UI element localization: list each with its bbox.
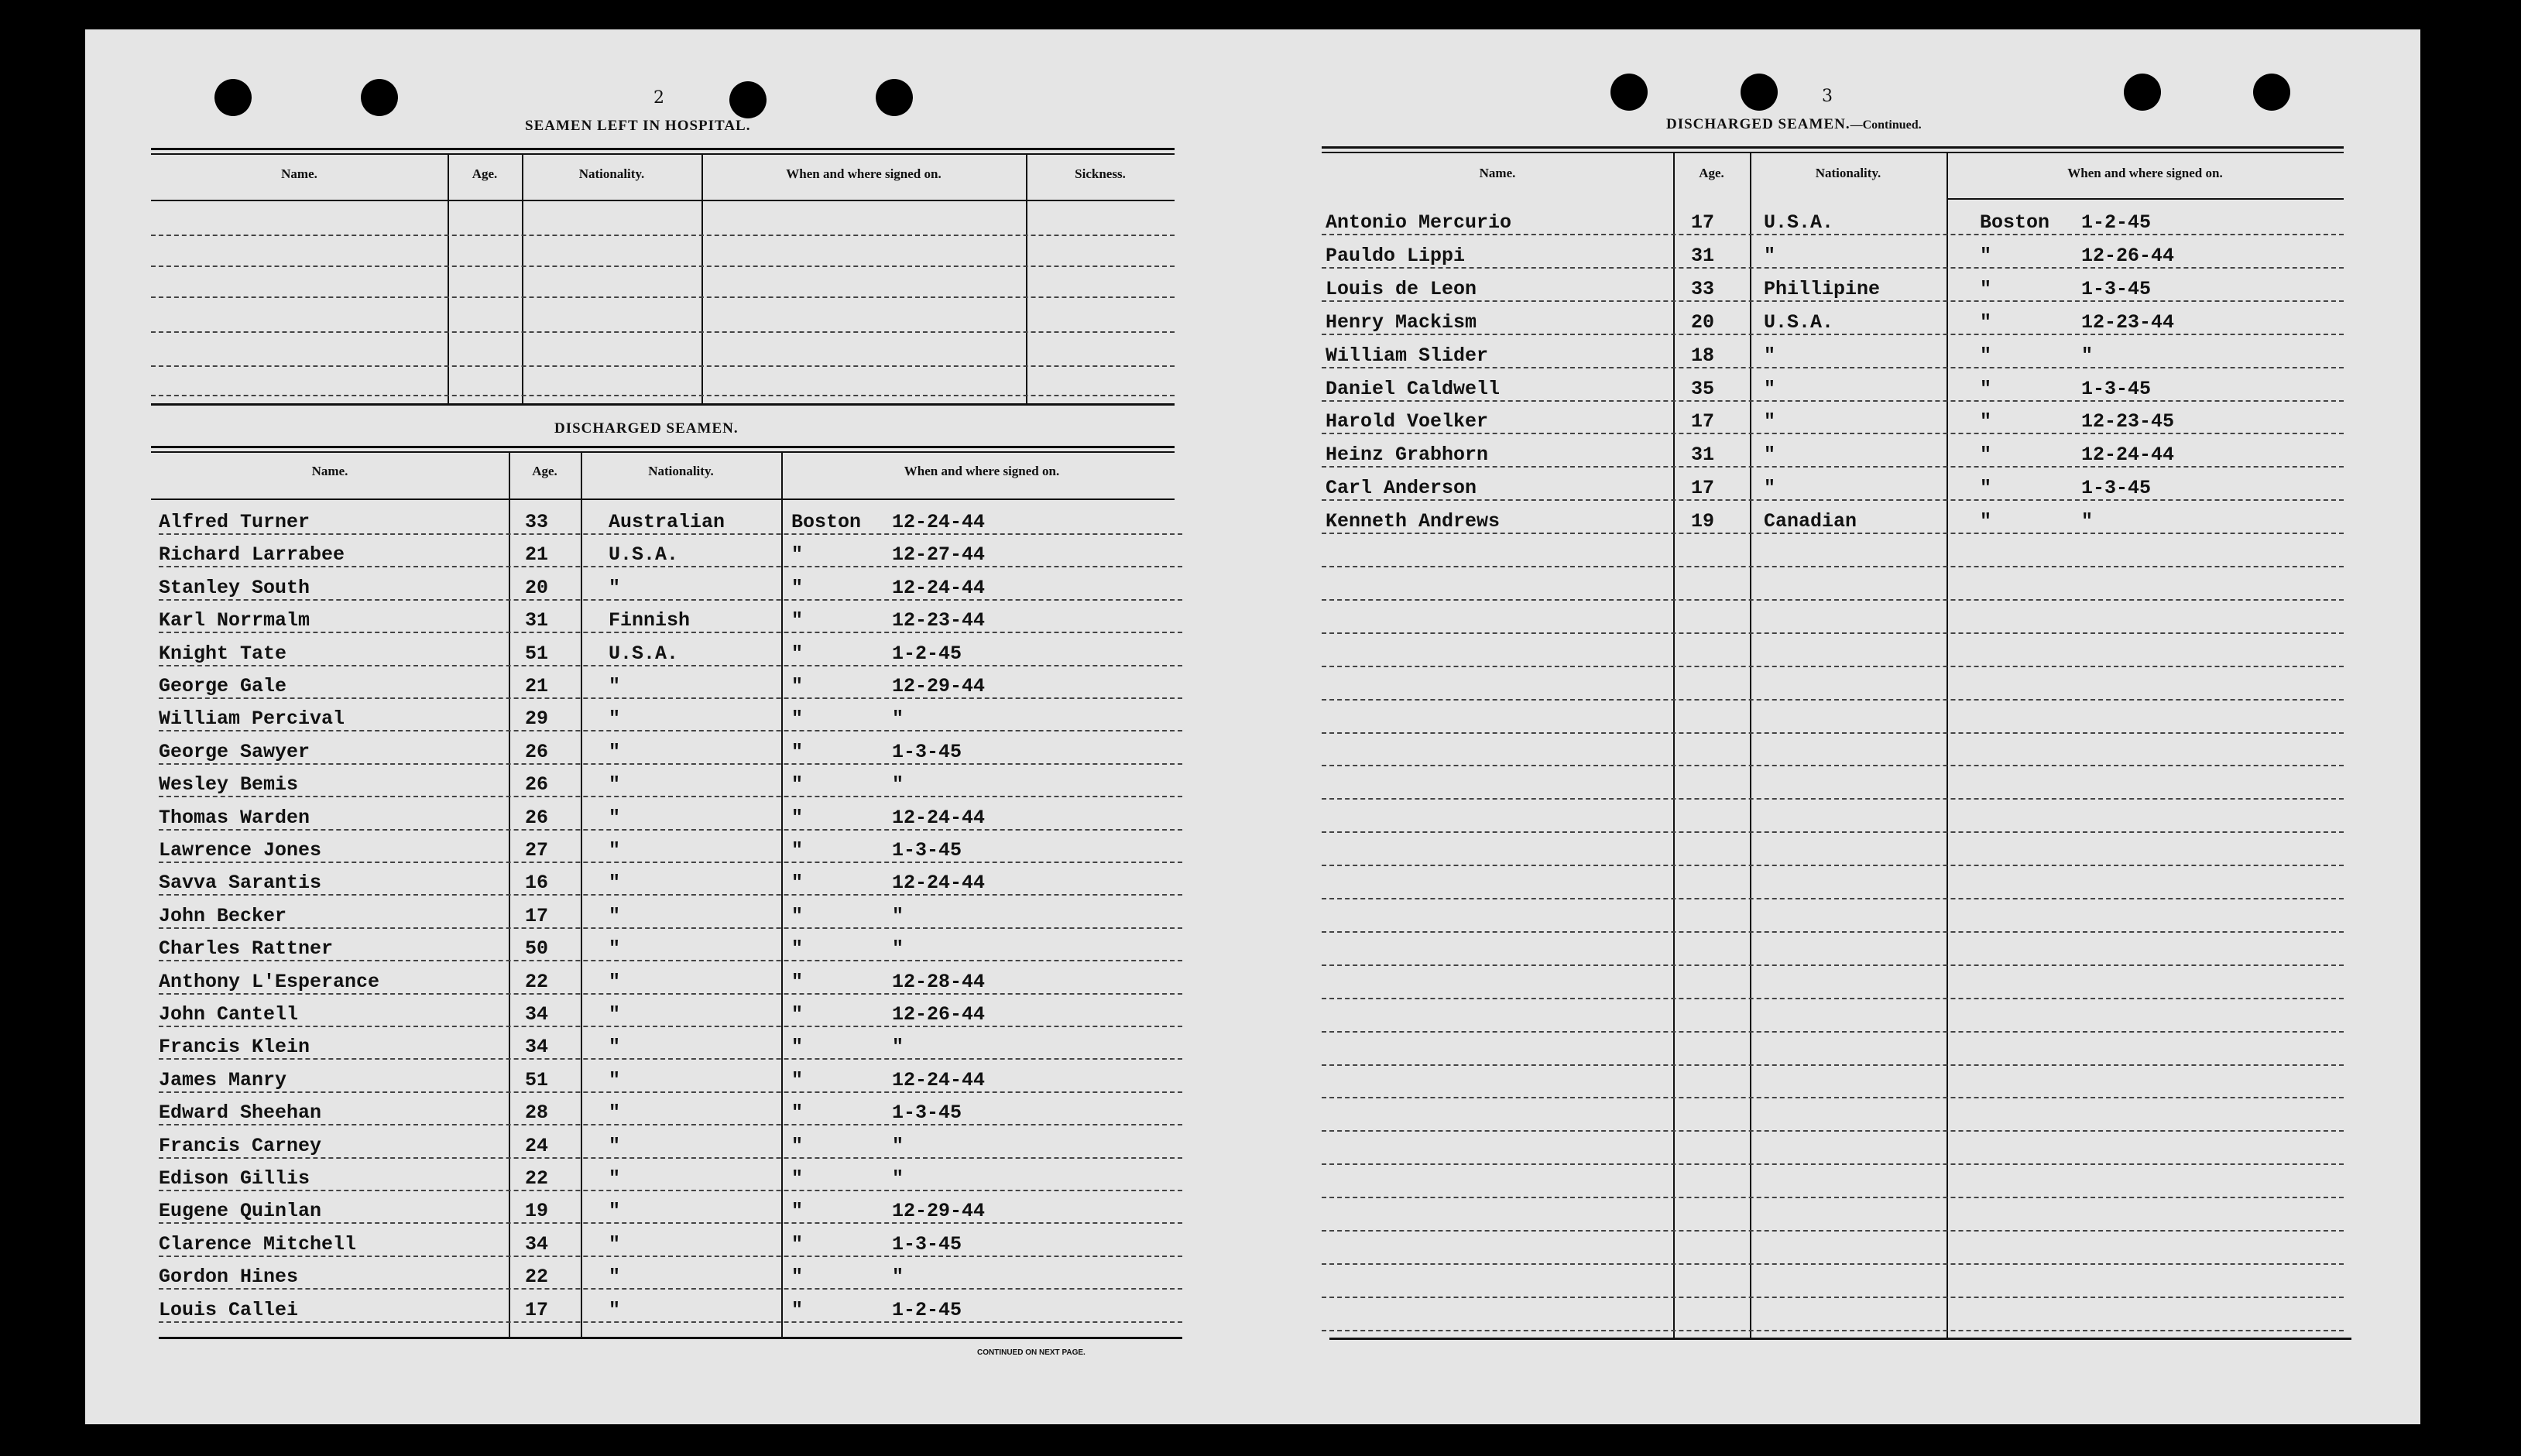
seaman-name: Heinz Grabhorn (1326, 444, 1489, 467)
signed-on-date: 1-3-45 (892, 1101, 962, 1125)
ruled-line (159, 993, 1182, 995)
seaman-name: John Cantell (159, 1003, 299, 1026)
ruled-line (159, 1222, 1182, 1224)
seaman-nationality: " (609, 1167, 621, 1190)
continued-note: CONTINUED ON NEXT PAGE. (977, 1348, 1086, 1357)
ruled-line (1322, 1130, 2344, 1132)
seaman-nationality: " (609, 970, 621, 993)
ruled-line (1322, 1097, 2344, 1098)
seaman-nationality: " (1764, 477, 1776, 500)
seaman-name: Daniel Caldwell (1326, 377, 1501, 400)
seaman-name: Wesley Bemis (159, 773, 299, 797)
ruled-line (159, 1124, 1182, 1125)
seaman-age: 31 (525, 609, 549, 632)
signed-on-date: 1-3-45 (2081, 477, 2152, 500)
signed-on-place: " (791, 904, 804, 927)
seaman-name: Francis Carney (159, 1134, 322, 1157)
seaman-age: 17 (1691, 410, 1715, 433)
seaman-age: 21 (525, 543, 549, 567)
seaman-nationality: " (1764, 444, 1776, 467)
ruled-line (1322, 433, 2344, 434)
signed-on-place: " (1980, 277, 1992, 300)
seaman-age: 31 (1691, 444, 1715, 467)
seaman-nationality: " (609, 806, 621, 829)
seaman-age: 51 (525, 642, 549, 665)
discharged-header-name: Name. (311, 464, 348, 478)
seaman-name: Edison Gillis (159, 1167, 310, 1190)
ruled-line (1322, 1330, 2344, 1331)
seaman-nationality: " (1764, 244, 1776, 267)
ruled-line (1322, 533, 2344, 534)
signed-on-date: 12-29-44 (892, 675, 986, 697)
seaman-nationality: " (609, 576, 621, 599)
hospital-header-nationality: Nationality. (578, 166, 645, 181)
ruled-line (1322, 1163, 2344, 1165)
seaman-age: 22 (525, 970, 549, 993)
seaman-age: 26 (525, 740, 549, 763)
continued-header-nationality: Nationality. (1815, 166, 1881, 180)
seaman-name: John Becker (159, 904, 287, 927)
seaman-nationality: " (609, 1003, 621, 1026)
ruled-line (1322, 865, 2344, 866)
signed-on-place: " (791, 543, 804, 567)
signed-on-date: " (892, 1036, 904, 1059)
seaman-name: Charles Rattner (159, 937, 334, 961)
hospital-header-signed-on: When and where signed on. (786, 166, 942, 181)
seaman-age: 34 (525, 1036, 549, 1059)
signed-on-date: " (892, 1266, 904, 1289)
signed-on-place: " (791, 1101, 804, 1125)
punch-hole (214, 79, 252, 116)
hospital-header-sickness: Sickness. (1075, 166, 1126, 181)
ruled-line (159, 1190, 1182, 1191)
ruled-line (1322, 998, 2344, 999)
punch-hole (361, 79, 398, 116)
seaman-nationality: U.S.A. (609, 642, 679, 665)
seaman-age: 19 (1691, 510, 1715, 533)
signed-on-date: 12-24-44 (892, 576, 986, 599)
signed-on-date: 12-24-44 (2081, 444, 2175, 467)
seaman-nationality: " (1764, 344, 1776, 367)
seaman-nationality: " (1764, 377, 1776, 400)
signed-on-place: Boston (1980, 211, 2050, 234)
seaman-age: 21 (525, 675, 549, 697)
punch-hole (876, 79, 913, 116)
seaman-age: 27 (525, 839, 549, 862)
signed-on-date: " (892, 937, 904, 961)
seaman-name: Edward Sheehan (159, 1101, 322, 1125)
seaman-age: 28 (525, 1101, 549, 1125)
seaman-name: Carl Anderson (1326, 477, 1477, 500)
ruled-line (1322, 765, 2344, 766)
seaman-name: William Percival (159, 707, 345, 731)
seaman-name: William Slider (1326, 344, 1489, 367)
signed-on-place: " (1980, 244, 1992, 267)
ruled-line (1322, 466, 2344, 468)
ruled-line (159, 1026, 1182, 1027)
signed-on-place: " (791, 576, 804, 599)
ruled-line (1322, 1197, 2344, 1198)
signed-on-place: " (791, 609, 804, 632)
seaman-nationality: " (1764, 410, 1776, 433)
ruled-line (159, 697, 1182, 699)
signed-on-place: " (1980, 344, 1992, 367)
signed-on-place: " (791, 1036, 804, 1059)
ruled-line (159, 632, 1182, 633)
seaman-name: Henry Mackism (1326, 310, 1477, 334)
seaman-name: Gordon Hines (159, 1266, 299, 1289)
signed-on-date: 1-3-45 (892, 1232, 962, 1256)
signed-on-date: 12-24-44 (892, 1068, 986, 1091)
seaman-name: Clarence Mitchell (159, 1232, 357, 1256)
seaman-name: Louis Callei (159, 1298, 299, 1321)
signed-on-date: " (892, 1167, 904, 1190)
discharged-header-nationality: Nationality. (648, 464, 714, 478)
seaman-nationality: " (609, 1266, 621, 1289)
seaman-age: 33 (1691, 277, 1715, 300)
signed-on-date: 1-2-45 (892, 642, 962, 665)
punch-hole (2124, 74, 2161, 111)
signed-on-place: " (791, 1068, 804, 1091)
ruled-line (1322, 267, 2344, 269)
seaman-nationality: " (609, 1036, 621, 1059)
seaman-age: 31 (1691, 244, 1715, 267)
ruled-line (159, 1321, 1182, 1323)
seaman-nationality: " (609, 740, 621, 763)
ruled-line (1322, 1064, 2344, 1066)
seaman-name: Richard Larrabee (159, 543, 345, 567)
seaman-name: James Manry (159, 1068, 287, 1091)
signed-on-date: " (2081, 344, 2094, 367)
ruled-line (159, 1058, 1182, 1060)
punch-hole (729, 81, 767, 118)
seaman-name: Savva Sarantis (159, 872, 322, 895)
signed-on-place: Boston (791, 511, 862, 533)
seaman-age: 35 (1691, 377, 1715, 400)
seaman-age: 22 (525, 1167, 549, 1190)
punch-hole (1610, 74, 1648, 111)
signed-on-date: 12-23-44 (2081, 310, 2175, 334)
ruled-line (1322, 1297, 2344, 1298)
signed-on-place: " (1980, 377, 1992, 400)
signed-on-date: 12-29-44 (892, 1200, 986, 1223)
signed-on-date: 12-23-45 (2081, 410, 2175, 433)
signed-on-place: " (791, 839, 804, 862)
signed-on-place: " (1980, 477, 1992, 500)
ruled-line (1322, 798, 2344, 800)
signed-on-date: 1-3-45 (892, 839, 962, 862)
hospital-header-age: Age. (472, 166, 498, 181)
signed-on-date: 12-28-44 (892, 970, 986, 993)
seaman-age: 16 (525, 872, 549, 895)
signed-on-place: " (791, 642, 804, 665)
signed-on-date: 12-27-44 (892, 543, 986, 567)
seaman-age: 29 (525, 707, 549, 731)
ruled-line (159, 566, 1182, 567)
ruled-line (159, 599, 1182, 601)
seaman-age: 20 (1691, 310, 1715, 334)
seaman-nationality: " (609, 904, 621, 927)
signed-on-date: " (2081, 510, 2094, 533)
discharged-header-age: Age. (532, 464, 557, 478)
seaman-age: 24 (525, 1134, 549, 1157)
ruled-line (1322, 964, 2344, 966)
signed-on-date: 1-2-45 (2081, 211, 2152, 234)
title-suffix: —Continued. (1850, 118, 1922, 132)
ruled-line (159, 796, 1182, 797)
seaman-nationality: Canadian (1764, 510, 1857, 533)
signed-on-place: " (791, 740, 804, 763)
signed-on-place: " (791, 1232, 804, 1256)
ruled-line (159, 1256, 1182, 1257)
ruled-line (1322, 499, 2344, 501)
continued-header-signed-on: When and where signed on. (2067, 166, 2223, 180)
seaman-name: Karl Norrmalm (159, 609, 310, 632)
ruled-line (159, 862, 1182, 863)
seaman-age: 50 (525, 937, 549, 961)
ruled-line (1322, 732, 2344, 734)
ruled-line (159, 829, 1182, 831)
ruled-line (159, 1288, 1182, 1290)
ruled-line (159, 533, 1182, 535)
seaman-nationality: " (609, 773, 621, 797)
ruled-line (1322, 300, 2344, 302)
signed-on-date: " (892, 904, 904, 927)
signed-on-place: " (791, 970, 804, 993)
seaman-name: Harold Voelker (1326, 410, 1489, 433)
seaman-age: 17 (1691, 211, 1715, 234)
seaman-name: Anthony L'Esperance (159, 970, 380, 993)
seaman-name: Knight Tate (159, 642, 287, 665)
signed-on-place: " (791, 1134, 804, 1157)
seaman-name: Antonio Mercurio (1326, 211, 1512, 234)
seaman-nationality: " (609, 839, 621, 862)
discharged-header-signed-on: When and where signed on. (904, 464, 1060, 478)
discharged-section-title: DISCHARGED SEAMEN. (554, 420, 739, 437)
seaman-age: 18 (1691, 344, 1715, 367)
ruled-line (1322, 367, 2344, 368)
hospital-section-title: SEAMEN LEFT IN HOSPITAL. (525, 118, 751, 134)
ruled-line (159, 1091, 1182, 1093)
ruled-line (159, 960, 1182, 961)
signed-on-place: " (791, 872, 804, 895)
ruled-line (1322, 632, 2344, 634)
ruled-line (159, 1157, 1182, 1159)
signed-on-place: " (791, 773, 804, 797)
seaman-nationality: " (609, 937, 621, 961)
ruled-line (1322, 898, 2344, 899)
seaman-name: Stanley South (159, 576, 310, 599)
seaman-nationality: Finnish (609, 609, 691, 632)
signed-on-place: " (791, 675, 804, 697)
ruled-line (159, 894, 1182, 896)
signed-on-place: " (1980, 310, 1992, 334)
ruled-line (1322, 931, 2344, 933)
scanned-document (85, 29, 2420, 1424)
seaman-name: Thomas Warden (159, 806, 310, 829)
ruled-line (1322, 334, 2344, 335)
seaman-name: Lawrence Jones (159, 839, 322, 862)
continued-header-age: Age. (1699, 166, 1724, 180)
seaman-nationality: " (609, 1200, 621, 1223)
ruled-line (1322, 234, 2344, 235)
seaman-nationality: " (609, 707, 621, 731)
signed-on-place: " (791, 707, 804, 731)
signed-on-date: " (892, 773, 904, 797)
ruled-line (159, 927, 1182, 929)
signed-on-date: 12-24-44 (892, 872, 986, 895)
seaman-nationality: " (609, 1134, 621, 1157)
seaman-nationality: Phillipine (1764, 277, 1881, 300)
seaman-nationality: " (609, 1298, 621, 1321)
punch-hole (1741, 74, 1778, 111)
signed-on-date: 1-3-45 (2081, 277, 2152, 300)
seaman-nationality: " (609, 1068, 621, 1091)
seaman-nationality: U.S.A. (1764, 211, 1834, 234)
page-number: 3 (1822, 87, 1833, 106)
punch-hole (2253, 74, 2290, 111)
seaman-nationality: " (609, 1232, 621, 1256)
ruled-line (1322, 1031, 2344, 1033)
hospital-header-name: Name. (281, 166, 317, 181)
ruled-line (1322, 599, 2344, 601)
signed-on-date: 12-24-44 (892, 511, 986, 533)
seaman-nationality: U.S.A. (1764, 310, 1834, 334)
seaman-name: Eugene Quinlan (159, 1200, 322, 1223)
seaman-nationality: " (609, 1101, 621, 1125)
signed-on-place: " (791, 1200, 804, 1223)
seaman-age: 22 (525, 1266, 549, 1289)
signed-on-date: 12-26-44 (892, 1003, 986, 1026)
ruled-line (159, 730, 1182, 731)
signed-on-place: " (791, 1003, 804, 1026)
ruled-line (1322, 831, 2344, 833)
seaman-age: 19 (525, 1200, 549, 1223)
seaman-name: Francis Klein (159, 1036, 310, 1059)
signed-on-date: " (892, 707, 904, 731)
seaman-age: 20 (525, 576, 549, 599)
seaman-name: Louis de Leon (1326, 277, 1477, 300)
ruled-line (159, 665, 1182, 666)
seaman-age: 26 (525, 806, 549, 829)
seaman-age: 17 (525, 1298, 549, 1321)
seaman-nationality: U.S.A. (609, 543, 679, 567)
discharged-continued-title (1666, 116, 1922, 133)
signed-on-date: 12-23-44 (892, 609, 986, 632)
title-main: DISCHARGED SEAMEN. (1666, 116, 1850, 132)
signed-on-date: 12-24-44 (892, 806, 986, 829)
seaman-age: 17 (1691, 477, 1715, 500)
signed-on-date: 1-2-45 (892, 1298, 962, 1321)
ruled-line (1322, 1230, 2344, 1232)
seaman-name: Pauldo Lippi (1326, 244, 1466, 267)
seaman-nationality: Australian (609, 511, 725, 533)
seaman-age: 33 (525, 511, 549, 533)
seaman-name: Alfred Turner (159, 511, 310, 533)
ruled-line (1322, 400, 2344, 402)
signed-on-date: 12-26-44 (2081, 244, 2175, 267)
ruled-line (1322, 1263, 2344, 1265)
signed-on-place: " (1980, 510, 1992, 533)
ruled-line (1322, 666, 2344, 667)
signed-on-place: " (791, 1266, 804, 1289)
seaman-nationality: " (609, 872, 621, 895)
seaman-age: 17 (525, 904, 549, 927)
signed-on-place: " (791, 806, 804, 829)
seaman-name: George Sawyer (159, 740, 310, 763)
signed-on-date: 1-3-45 (2081, 377, 2152, 400)
signed-on-place: " (1980, 444, 1992, 467)
ruled-line (1322, 566, 2344, 567)
ruled-line (1322, 699, 2344, 701)
seaman-age: 34 (525, 1003, 549, 1026)
page-number: 2 (653, 88, 664, 108)
seaman-name: Kenneth Andrews (1326, 510, 1501, 533)
signed-on-date: " (892, 1134, 904, 1157)
signed-on-date: 1-3-45 (892, 740, 962, 763)
signed-on-place: " (791, 937, 804, 961)
signed-on-place: " (791, 1167, 804, 1190)
signed-on-place: " (1980, 410, 1992, 433)
seaman-nationality: " (609, 675, 621, 697)
seaman-age: 34 (525, 1232, 549, 1256)
ruled-line (159, 763, 1182, 765)
seaman-name: George Gale (159, 675, 287, 697)
signed-on-place: " (791, 1298, 804, 1321)
continued-header-name: Name. (1479, 166, 1516, 180)
seaman-age: 51 (525, 1068, 549, 1091)
seaman-age: 26 (525, 773, 549, 797)
